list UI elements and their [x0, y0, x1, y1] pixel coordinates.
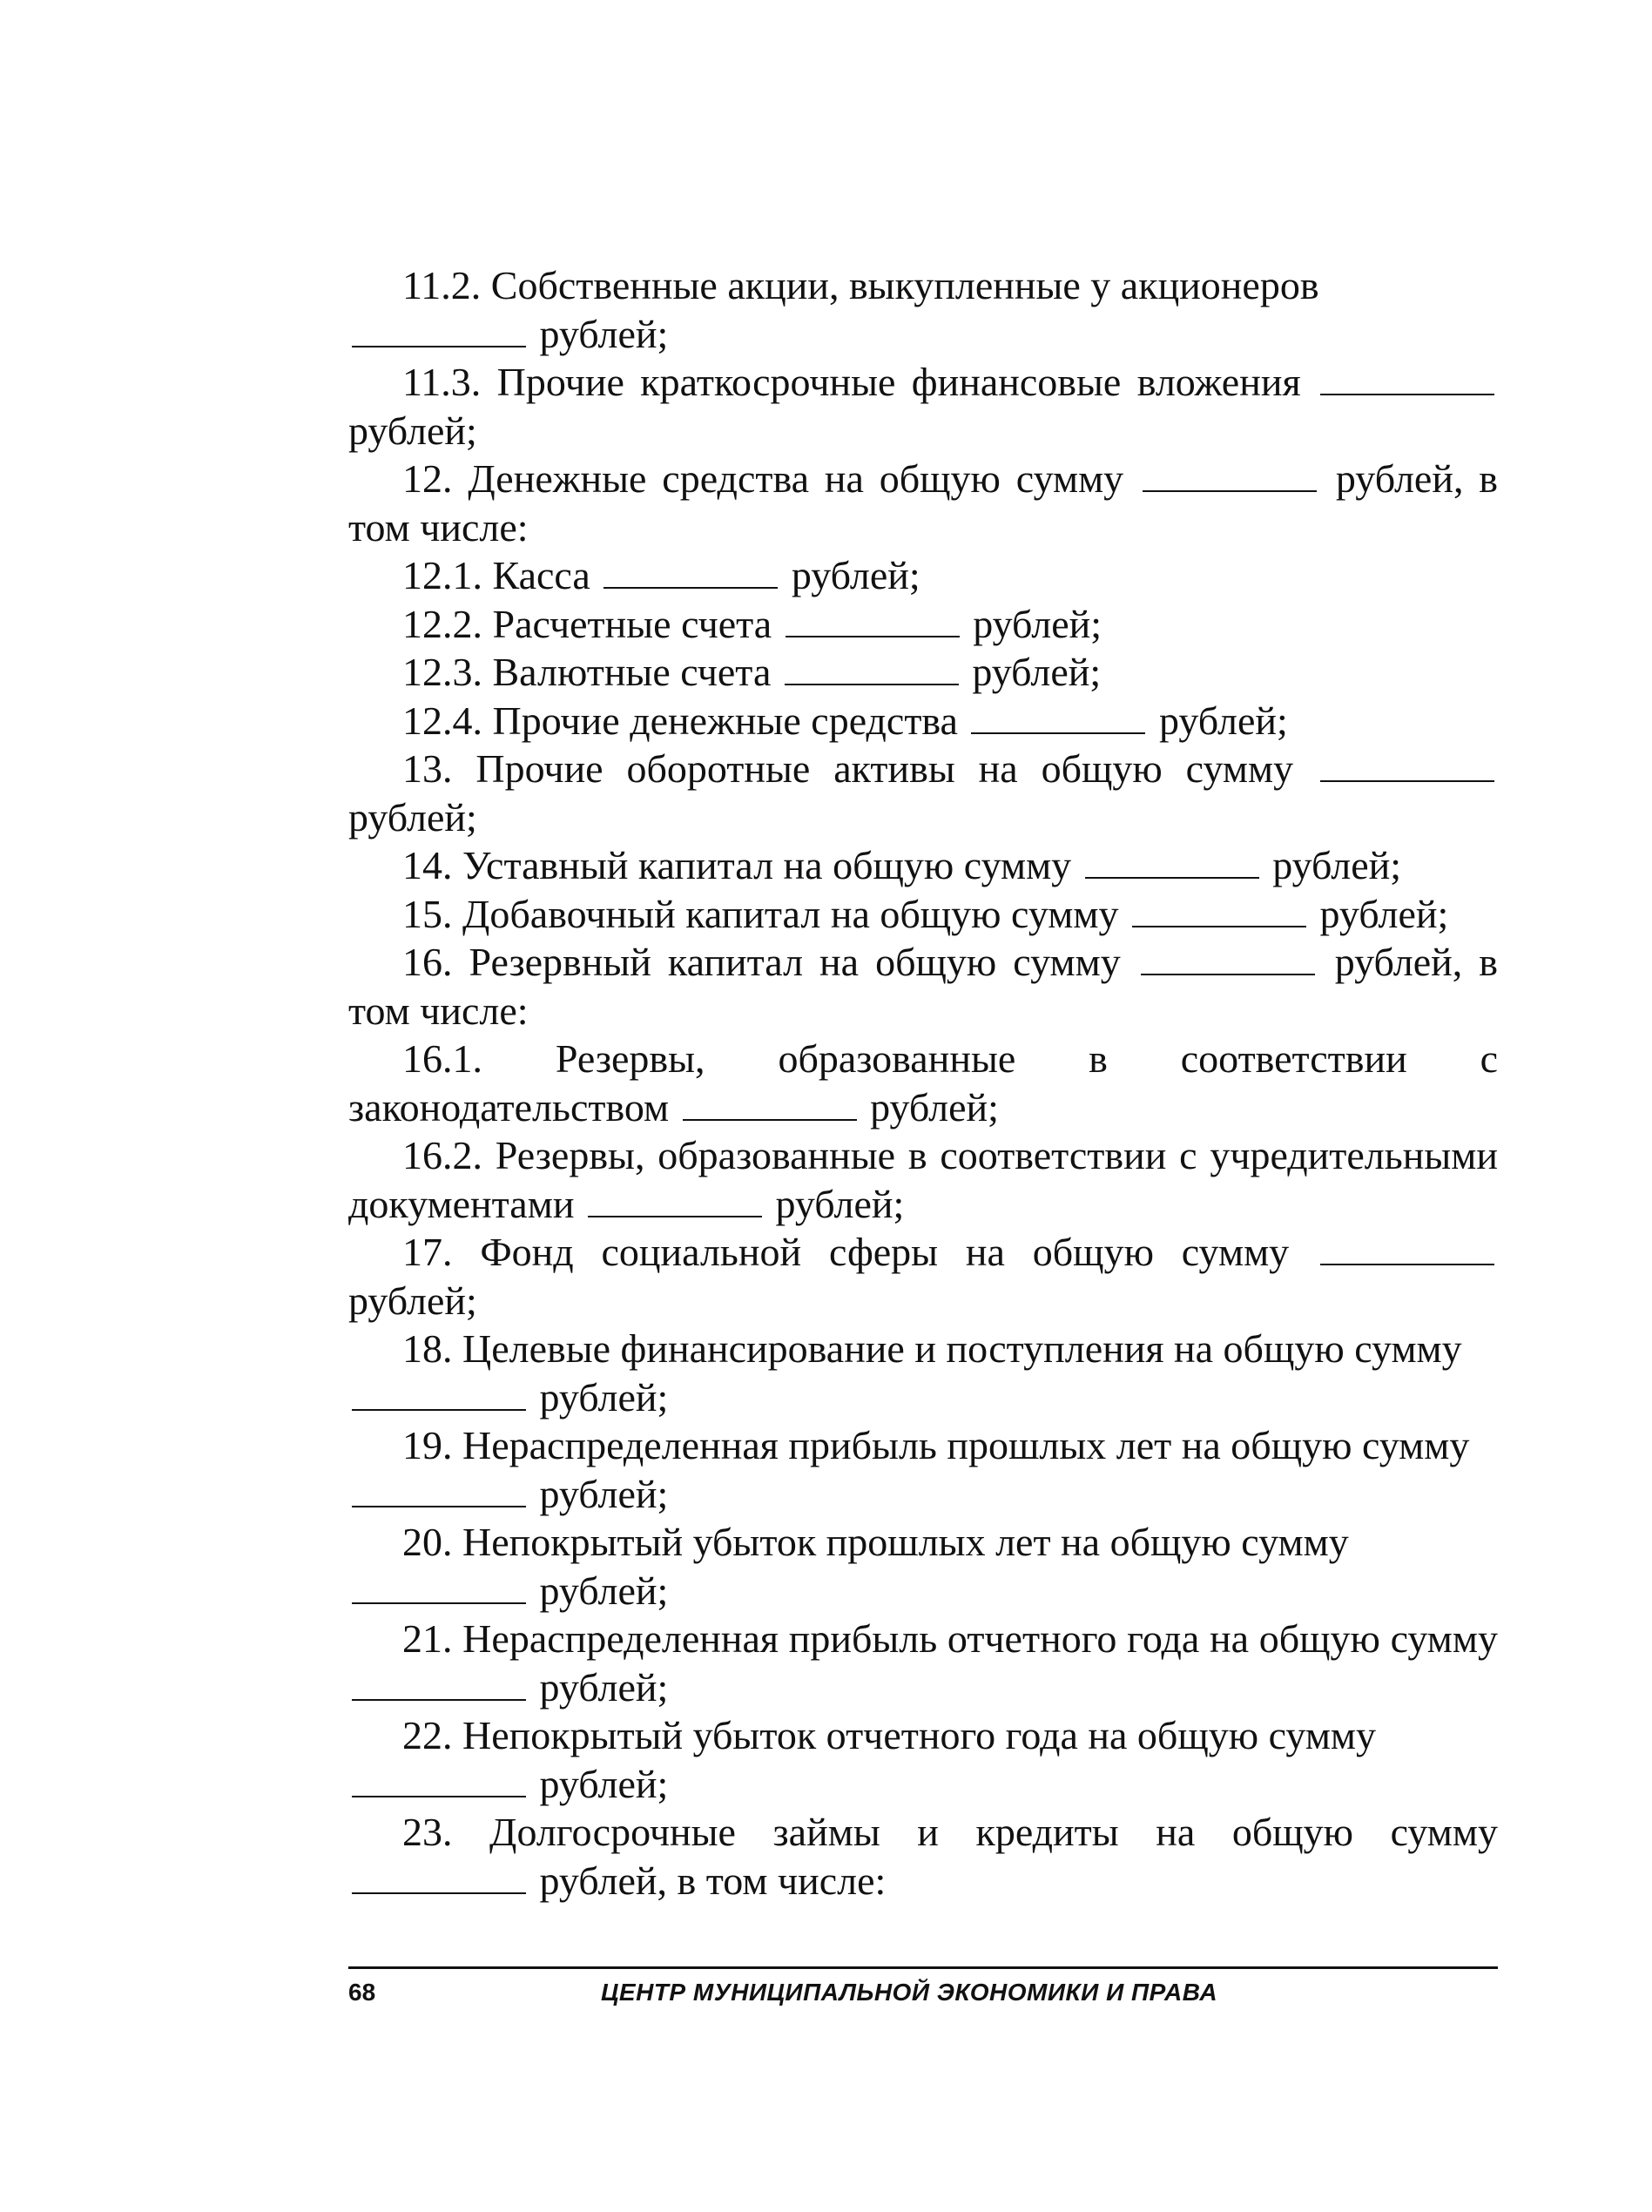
item-text: 12.1. Касса — [402, 553, 590, 597]
item-12-2 — [348, 600, 1498, 649]
item-11-3 — [348, 358, 1498, 455]
item-12-3 — [348, 648, 1498, 697]
blank-field — [683, 1087, 857, 1121]
blank-field — [785, 651, 959, 685]
item-text: 12.3. Валютные счета — [402, 650, 772, 694]
item-text: 11.2. Собственные акции, выкупленные у акционеров — [402, 263, 1319, 307]
item-text: 14. Уставный капитал на общую сумму — [402, 843, 1072, 887]
blank-field — [352, 1377, 526, 1411]
blank-field — [352, 1860, 526, 1894]
item-unit: рублей; — [539, 311, 669, 356]
item-unit: рублей; — [775, 1181, 905, 1226]
blank-field — [352, 314, 526, 347]
item-unit: рублей; — [1158, 698, 1288, 743]
blank-field — [1141, 941, 1315, 975]
item-unit: рублей; — [348, 794, 477, 840]
item-text: 18. Целевые финансирование и поступления на общую сумму — [402, 1326, 1462, 1371]
item-16-1 — [348, 1035, 1498, 1131]
item-unit: рублей; — [539, 1374, 669, 1420]
publisher-name: ЦЕНТР МУНИЦИПАЛЬНОЙ ЭКОНОМИКИ И ПРАВА — [601, 1979, 1218, 2006]
item-unit: рублей; — [539, 1664, 669, 1710]
item-12-4 — [348, 697, 1498, 745]
item-13 — [348, 745, 1498, 841]
blank-field — [971, 700, 1145, 734]
item-text: 22. Непокрытый убыток отчетного года на общую сумму — [402, 1713, 1377, 1757]
item-unit: рублей, в том числе: — [348, 456, 1499, 550]
item-21 — [348, 1615, 1498, 1711]
footer-divider — [348, 1966, 1498, 1969]
item-text: 16.1. Резервы, образованные в соответствии с законодательством — [348, 1036, 1498, 1130]
blank-field — [786, 604, 960, 637]
item-unit: рублей; — [348, 408, 477, 453]
item-19 — [348, 1421, 1498, 1518]
blank-field — [1320, 748, 1494, 782]
item-17 — [348, 1228, 1498, 1325]
item-23 — [348, 1808, 1498, 1905]
item-18 — [348, 1325, 1498, 1421]
blank-field — [352, 1570, 526, 1604]
item-text: 13. Прочие оборотные активы на общую сумму — [402, 746, 1294, 791]
item-unit: рублей; — [539, 1471, 669, 1516]
item-unit: рублей; — [1272, 843, 1402, 887]
blank-field — [352, 1667, 526, 1701]
item-text: 20. Непокрытый убыток прошлых лет на общую сумму — [402, 1520, 1349, 1564]
page-number: 68 — [348, 1979, 376, 2006]
blank-field — [1320, 1231, 1494, 1265]
blank-field — [1143, 458, 1317, 492]
item-text: 16. Резервный капитал на общую сумму — [402, 940, 1121, 984]
item-text: 15. Добавочный капитал на общую сумму — [402, 891, 1119, 936]
item-11-2 — [348, 261, 1498, 358]
item-text: 12.4. Прочие денежные средства — [402, 698, 958, 743]
item-unit: рублей; — [539, 1761, 669, 1806]
item-text: 12. Денежные средства на общую сумму — [402, 456, 1124, 501]
page-footer — [348, 1979, 1498, 2013]
item-12-1 — [348, 551, 1498, 600]
blank-field — [352, 1764, 526, 1797]
item-text: 17. Фонд социальной сферы на общую сумму — [402, 1230, 1290, 1274]
blank-field — [588, 1184, 762, 1217]
item-16 — [348, 938, 1498, 1035]
blank-field — [603, 555, 778, 589]
item-text: 23. Долгосрочные займы и кредиты на общую сумму — [402, 1810, 1498, 1854]
item-unit: рублей; — [539, 1568, 669, 1613]
blank-field — [352, 1474, 526, 1507]
item-unit: рублей; — [870, 1084, 999, 1130]
form-text — [348, 261, 1498, 1905]
item-text: 16.2. Резервы, образованные в соответствии с учредительными документами — [348, 1133, 1498, 1226]
item-14 — [348, 841, 1498, 890]
item-text: 19. Нераспределенная прибыль прошлых лет на общую сумму — [402, 1423, 1470, 1467]
item-text: 11.3. Прочие краткосрочные финансовые вложения — [402, 360, 1301, 404]
item-unit: рублей; — [1319, 891, 1449, 936]
item-20 — [348, 1518, 1498, 1615]
item-22 — [348, 1711, 1498, 1808]
item-16-2 — [348, 1131, 1498, 1228]
item-unit: рублей; — [973, 601, 1102, 646]
item-unit: рублей, в том числе: — [539, 1858, 887, 1903]
item-12 — [348, 455, 1498, 551]
blank-field — [1085, 845, 1259, 879]
blank-field — [1320, 361, 1494, 395]
item-15 — [348, 890, 1498, 939]
item-unit: рублей; — [972, 650, 1102, 694]
item-unit: рублей; — [791, 553, 920, 597]
blank-field — [1132, 894, 1306, 927]
item-text: 12.2. Расчетные счета — [402, 601, 772, 646]
item-unit: рублей; — [348, 1278, 477, 1323]
item-unit: рублей, в том числе: — [348, 940, 1499, 1033]
item-text: 21. Нераспределенная прибыль отчетного года на общую сумму — [402, 1616, 1498, 1661]
